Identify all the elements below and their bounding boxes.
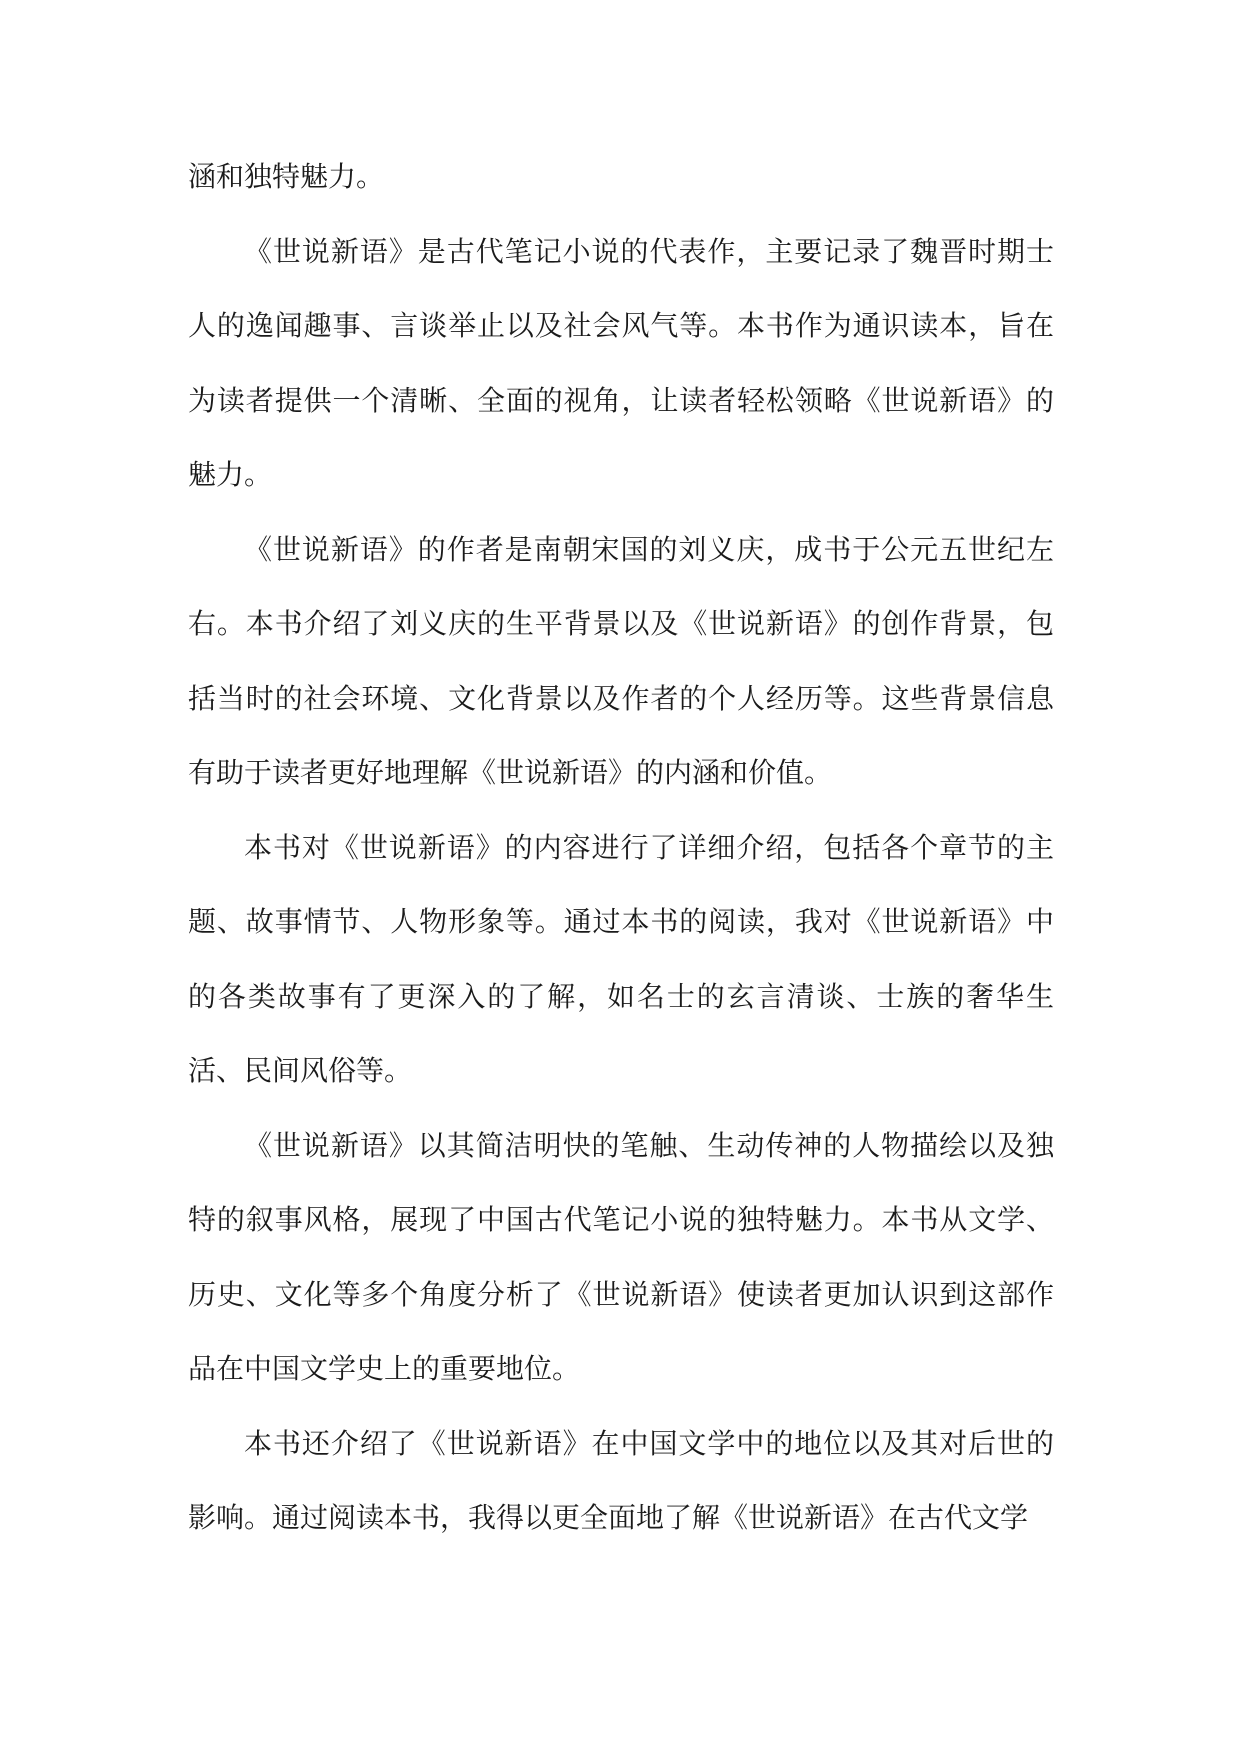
paragraph-content-summary: 本书对《世说新语》的内容进行了详细介绍，包括各个章节的主题、故事情节、人物形象等。通过本书的阅读，我对《世说新语》中的各类故事有了更深入的了解，如名士的玄言清谈、士族的奢华生活、民间风俗等。 — [188, 830, 1054, 1087]
paragraph-literary-style: 《世说新语》以其简洁明快的笔触、生动传神的人物描绘以及独特的叙事风格，展现了中国古代笔记小说的独特魅力。本书从文学、历史、文化等多个角度分析了《世说新语》使读者更加认识到这部作品在中国文学史上的重要地位。 — [188, 1128, 1054, 1385]
paragraph-intro: 《世说新语》是古代笔记小说的代表作，主要记录了魏晋时期士人的逸闻趣事、言谈举止以及社会风气等。本书作为通识读本，旨在为读者提供一个清晰、全面的视角，让读者轻松领略《世说新语》的魅力。 — [188, 234, 1054, 491]
document-body — [188, 140, 1054, 1556]
paragraph-author-background: 《世说新语》的作者是南朝宋国的刘义庆，成书于公元五世纪左右。本书介绍了刘义庆的生平背景以及《世说新语》的创作背景，包括当时的社会环境、文化背景以及作者的个人经历等。这些背景信息有助于读者更好地理解《世说新语》的内涵和价值。 — [188, 532, 1054, 789]
paragraph-continuation: 涵和独特魅力。 — [188, 160, 385, 193]
paragraph-influence: 本书还介绍了《世说新语》在中国文学中的地位以及其对后世的影响。通过阅读本书，我得以更全面地了解《世说新语》在古代文学 — [188, 1426, 1054, 1534]
